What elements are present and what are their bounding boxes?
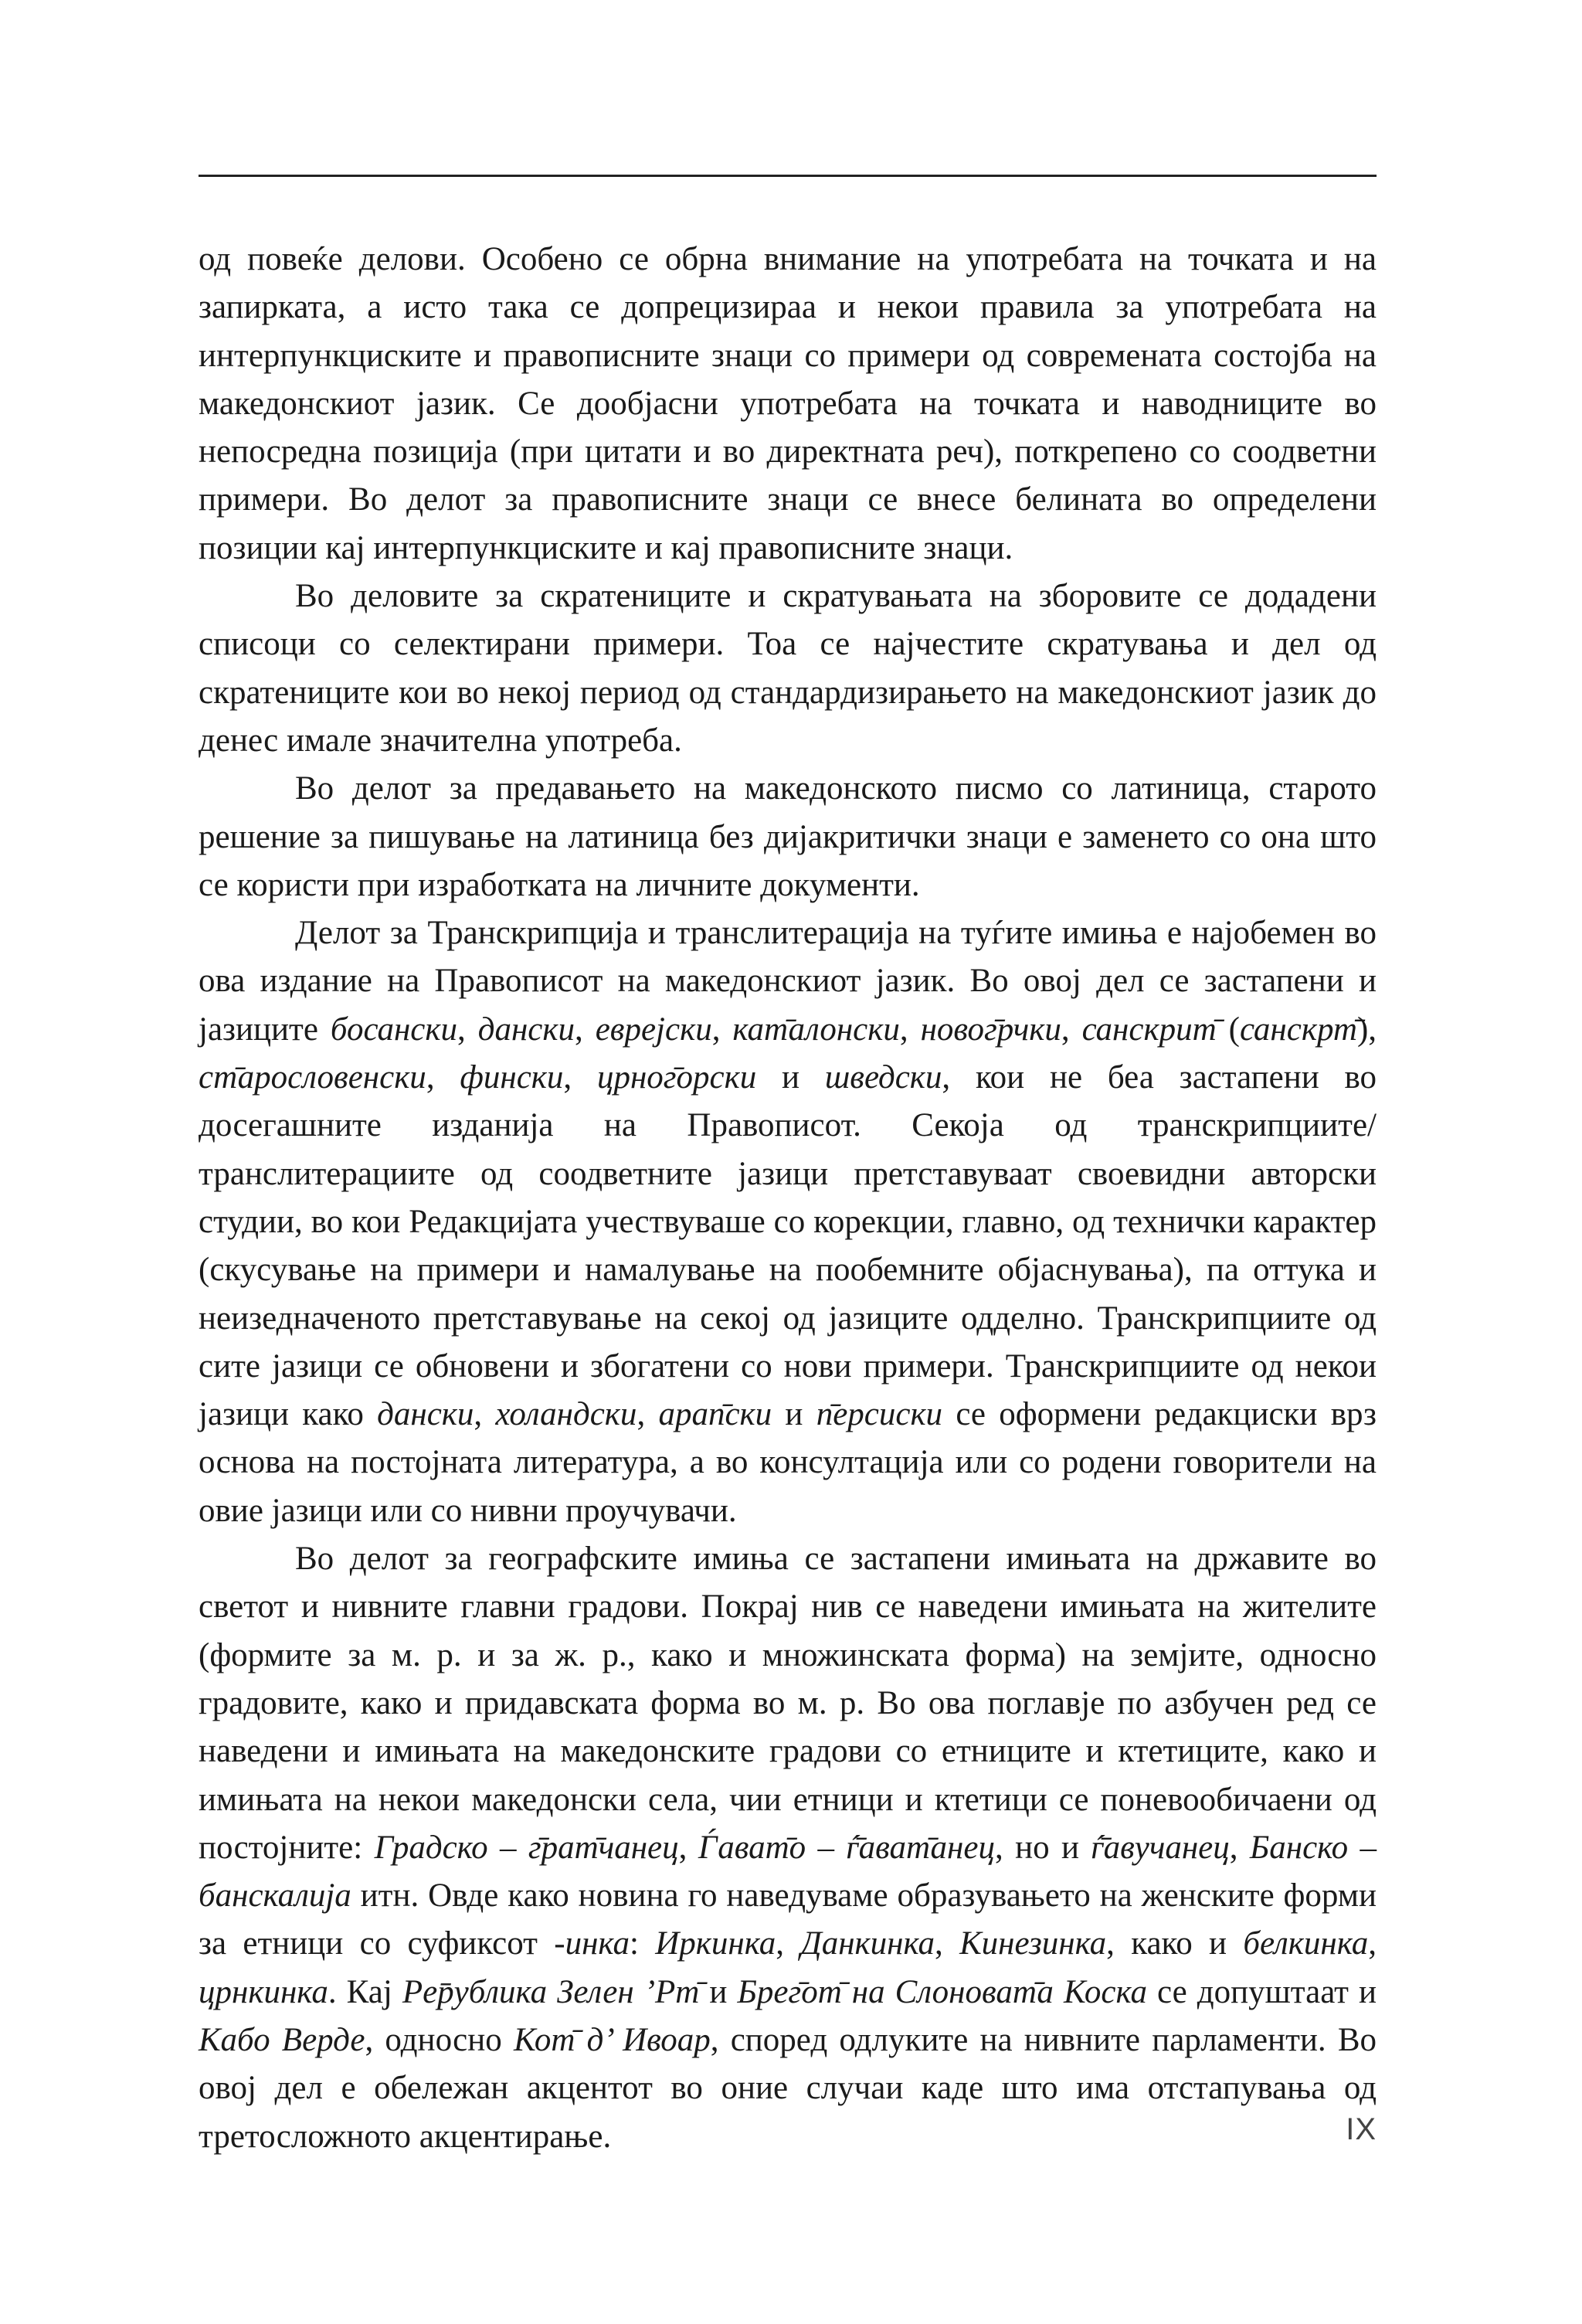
italic-term: Банско – банскалија — [199, 1829, 1377, 1915]
italic-term: кат̄алонски — [732, 1011, 900, 1048]
text-run: и — [699, 1973, 738, 2010]
text-run: , — [426, 1059, 460, 1096]
italic-term: Брег̄от̄ на Слоноват̄а Коска — [737, 1973, 1148, 2010]
text-run: : — [629, 1925, 656, 1962]
text-run: , — [711, 1011, 733, 1048]
text-run: , — [457, 1011, 478, 1048]
italic-term: шведски — [824, 1059, 942, 1096]
paragraph — [199, 573, 1377, 765]
italic-term: Кинезинка — [959, 1925, 1107, 1962]
text-run: ), — [1356, 1011, 1377, 1048]
paragraph — [199, 1535, 1377, 2161]
text-run: од повеќе делови. Особено се обрна внимание на употребата на точката и на запирката, а исто така се допрецизираа и некои правила за употребата на интерпункциските и правописните знаци со примери од современата состојба на македонскиот јазик. Се дообјасни употребата на точката и наводниците во непосредна позиција (при цитати и во директната реч), поткрепено со соодветни примери. Во делот за правописните знаци се внесе белината во определени позиции кај интерпункциските и кај правописните знаци. — [199, 241, 1377, 566]
italic-term: црног̄орски — [596, 1059, 757, 1096]
paragraph — [199, 765, 1377, 909]
italic-term: ѓ̄авучанец — [1091, 1829, 1230, 1866]
text-run: , — [474, 1396, 496, 1433]
text-run: ( — [1216, 1011, 1240, 1048]
italic-term: холандски — [495, 1396, 637, 1433]
italic-term: арап̄ски — [658, 1396, 772, 1433]
italic-term: -инка — [554, 1925, 630, 1962]
text-run: се оформени редакциски врз основа на постојната литература, а во консултација или со родени говорители на овие јазици или со нивни проучувачи. — [199, 1396, 1377, 1529]
text-run: , — [1229, 1829, 1250, 1866]
italic-term: фински — [460, 1059, 564, 1096]
text-run: . Кај — [328, 1973, 402, 2010]
italic-term: ст̄арословенски — [199, 1059, 426, 1096]
text-run: , — [637, 1396, 659, 1433]
italic-term: Иркинка — [655, 1925, 776, 1962]
paragraph — [199, 909, 1377, 1535]
text-run: Во делот за географските имиња се застапени имињата на државите во светот и нивните главни градови. Покрај нив се наведени имињата на жителите (формите за м. р. и за ж. р., како и множинската форма) на земјите, односно градовите, како и придавската форма во м. р. Во ова поглавје по азбучен ред се наведени и имињата на македонските градови со етниците и ктетиците, како и имињата на некои македонски села, чии етници и ктетици се поневообичаени од постојните: — [199, 1541, 1377, 1866]
text-run: , односно — [365, 2021, 514, 2058]
text-run: , — [678, 1829, 699, 1866]
text-run: , кои не беа застапени во досегашните изданија на Правописот. Секоја од транскрипциите/транслитерациите од соодветните јазици претставуваат своевидни авторски студии, во кои Редакцијата учествуваше со корекции, главно, од технички карактер (скусување на примери и намалување на пообемните објаснувања), па оттука и неизедначеното претставување на секој од јазиците одделно. Транскрипциите од сите јазици се обновени и збогатени со нови примери. Транскрипциите од некои јазици како — [199, 1059, 1377, 1433]
text-run: Во деловите за скратениците и скратувањата на зборовите се додадени списоци со селектирани примери. Тоа се најчестите скратувања и дел од скратениците кои во некој период од стандардизирањето на македонскиот јазик до денес имале значителна употреба. — [199, 578, 1377, 759]
text-run: Во делот за предавањето на македонското писмо со латиница, старото решение за пишување на латиница без дијакритички знаци е заменето со она што се користи при изработката на личните документи. — [199, 770, 1377, 903]
page-number: IX — [1346, 2112, 1377, 2146]
italic-term: дански — [477, 1011, 575, 1048]
text-run: и — [772, 1396, 816, 1433]
italic-term: белкинка — [1243, 1925, 1369, 1962]
text-run: , — [776, 1925, 801, 1962]
body-text — [199, 236, 1377, 2161]
italic-term: Рep̄ублика Зелен ’Рт̄ — [402, 1973, 700, 2010]
italic-term: новог̄рчки — [920, 1011, 1061, 1048]
text-run: , — [899, 1011, 921, 1048]
text-run: Делот за Транскрипција и транслитерација на туѓите имиња е најобемен во ова издание на Правописот на македонскиот јазик. Во овој дел се застапени и јазиците — [199, 915, 1377, 1048]
paragraph — [199, 236, 1377, 573]
text-run: , — [1061, 1011, 1082, 1048]
italic-term: Ѓават̄о – ѓ̄ават̄анец — [698, 1829, 995, 1866]
text-run: , — [563, 1059, 597, 1096]
italic-term: санскрт̄ — [1239, 1011, 1357, 1048]
text-run: , но и — [994, 1829, 1091, 1866]
italic-term: дански — [377, 1396, 474, 1433]
text-run: и — [756, 1059, 825, 1096]
text-run: се допуштаат и — [1147, 1973, 1377, 2010]
italic-term: санскрит̄ — [1081, 1011, 1217, 1048]
italic-term: Градско – г̄рат̄чанец — [374, 1829, 679, 1866]
text-run: , — [575, 1011, 596, 1048]
text-run: , — [1368, 1925, 1377, 1962]
header-rule — [199, 175, 1377, 177]
text-run: , — [935, 1925, 960, 1962]
italic-term: Кот̄ д’ Ивоар — [513, 2021, 711, 2058]
italic-term: п̄ерсиски — [816, 1396, 943, 1433]
italic-term: Данкинка — [800, 1925, 935, 1962]
italic-term: Кабо Верде — [199, 2021, 365, 2058]
italic-term: босански — [330, 1011, 457, 1048]
text-run: итн. Овде како новина го наведуваме образувањето на женските форми за етници со суфиксот — [199, 1877, 1377, 1962]
text-run: , според одлуките на нивните парламенти. Во овој дел е обележан акцентот во оние случаи каде што има отстапувања од третосложното акцентирање. — [199, 2021, 1377, 2155]
italic-term: еврејски — [595, 1011, 712, 1048]
text-run: , како и — [1106, 1925, 1244, 1962]
italic-term: црнкинка — [199, 1973, 328, 2010]
